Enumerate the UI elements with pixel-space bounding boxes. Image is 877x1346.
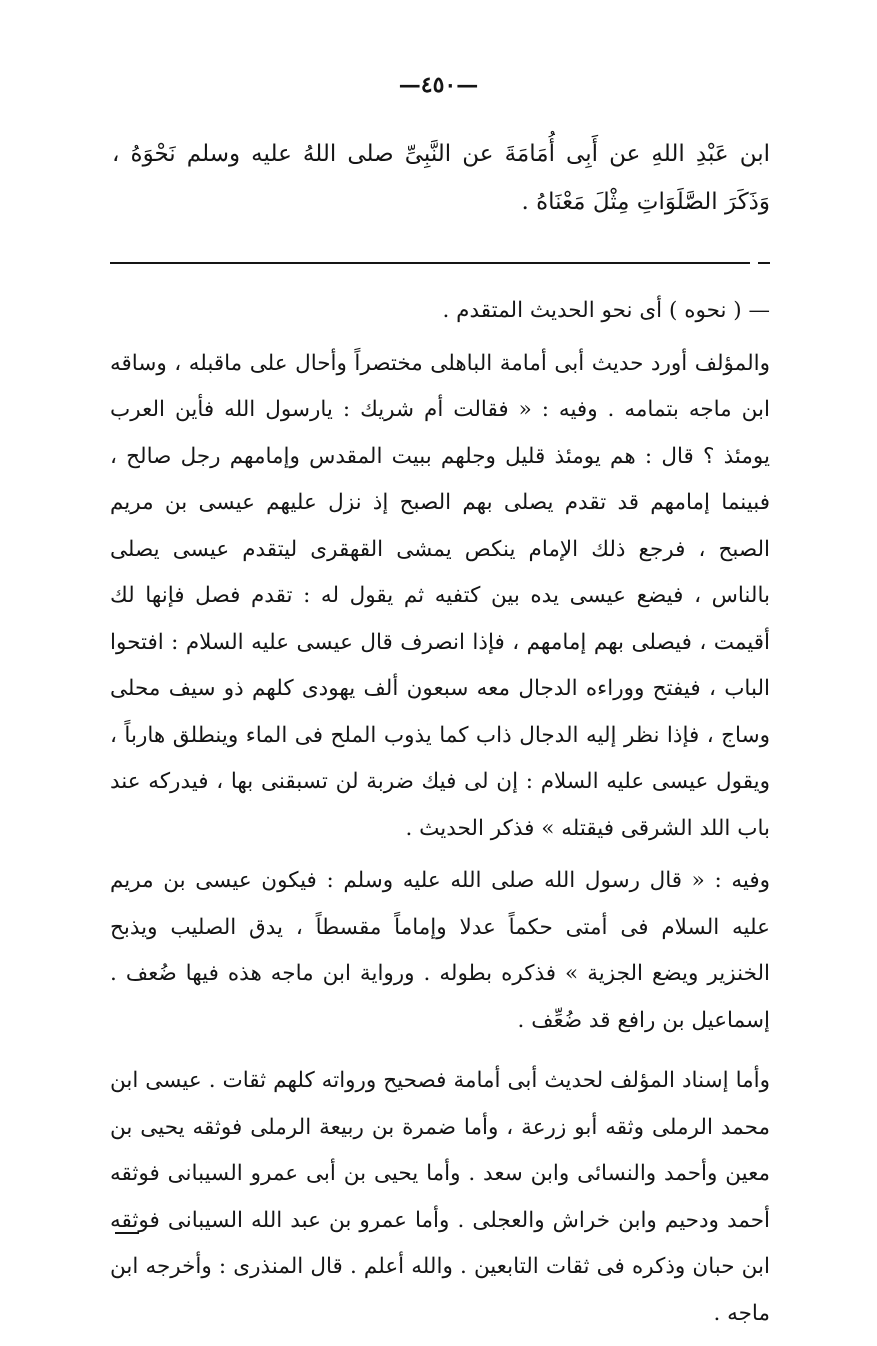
page-number: —٤٥٠— — [398, 72, 479, 98]
hadith-paragraph: ابن عَبْدِ اللهِ عن أَبِى أُمَامَةَ عن النَّبِىِّ صلى اللهُ عليه وسلم نَحْوَهُ ، وَذَكَرَ الصَّلَوَاتِ مِثْلَ مَعْنَاهُ . — [112, 141, 770, 215]
commentary-paragraph: والمؤلف أورد حديث أبى أمامة الباهلى مختصراً وأحال على ماقبله ، وساقه ابن ماجه بتمامه . وفيه : « فقالت أم شريك : يارسول الله فأين العرب يومئذ ؟ قال : هم يومئذ قليل وجلهم ببيت المقدس وإمامهم رجل صالح ، فبينما إمامهم قد تقدم يصلى بهم الصبح إذ نزل عليهم عيسى بن مريم الصبح ، فرجع ذلك الإمام ينكص يمشى القهقرى ليتقدم عيسى يصلى بالناس ، فيضع عيسى يده بين كتفيه ثم يقول له : تقدم فصل فإنها لك أقيمت ، فيصلى بهم إمامهم ، فإذا انصرف قال عيسى عليه السلام : افتحوا الباب ، فيفتح ووراءه الدجال معه سبعون ألف يهودى كلهم ذو سيف محلى وساج ، فإذا نظر إليه الدجال ذاب كما يذوب الملح فى الماء وينطلق هارباً ، ويقول عيسى عليه السلام : إن لى فيك ضربة لن تسبقنى بها ، فيدركه عند باب اللد الشرقى فيقتله » فذكر الحديث . — [110, 350, 770, 841]
commentary-paragraph: — ( نحوه ) أى نحو الحديث المتقدم . — [442, 298, 770, 323]
end-dash — [115, 1232, 139, 1234]
footnote-divider-tick — [758, 262, 770, 264]
commentary-paragraph: وأما إسناد المؤلف لحديث أبى أمامة فصحيح ورواته كلهم ثقات . عيسى ابن محمد الرملى وثقه أبو زرعة ، وأما ضمرة بن ربيعة الرملى فوثقه يحيى بن معين وأحمد والنسائى وابن سعد . وأما يحيى بن أبى عمرو السيبانى فوثقه أحمد ودحيم وابن خراش والعجلى . وأما عمرو بن عبد الله السيبانى فوثقه ابن حبان وذكره فى ثقات التابعين . والله أعلم . قال المنذرى : وأخرجه ابن ماجه . — [110, 1068, 770, 1326]
footnote-divider — [110, 262, 750, 264]
commentary-paragraph: وفيه : « قال رسول الله صلى الله عليه وسلم : فيكون عيسى بن مريم عليه السلام فى أمتى حكماً عدلا وإماماً مقسطاً ، يدق الصليب ويذبح الخنزير ويضع الجزية » فذكره بطوله . ورواية ابن ماجه هذه فيها ضُعف . إسماعيل بن رافع قد ضُعِّف . — [110, 868, 770, 1033]
commentary — [110, 288, 770, 1337]
hadith-text — [112, 130, 770, 226]
